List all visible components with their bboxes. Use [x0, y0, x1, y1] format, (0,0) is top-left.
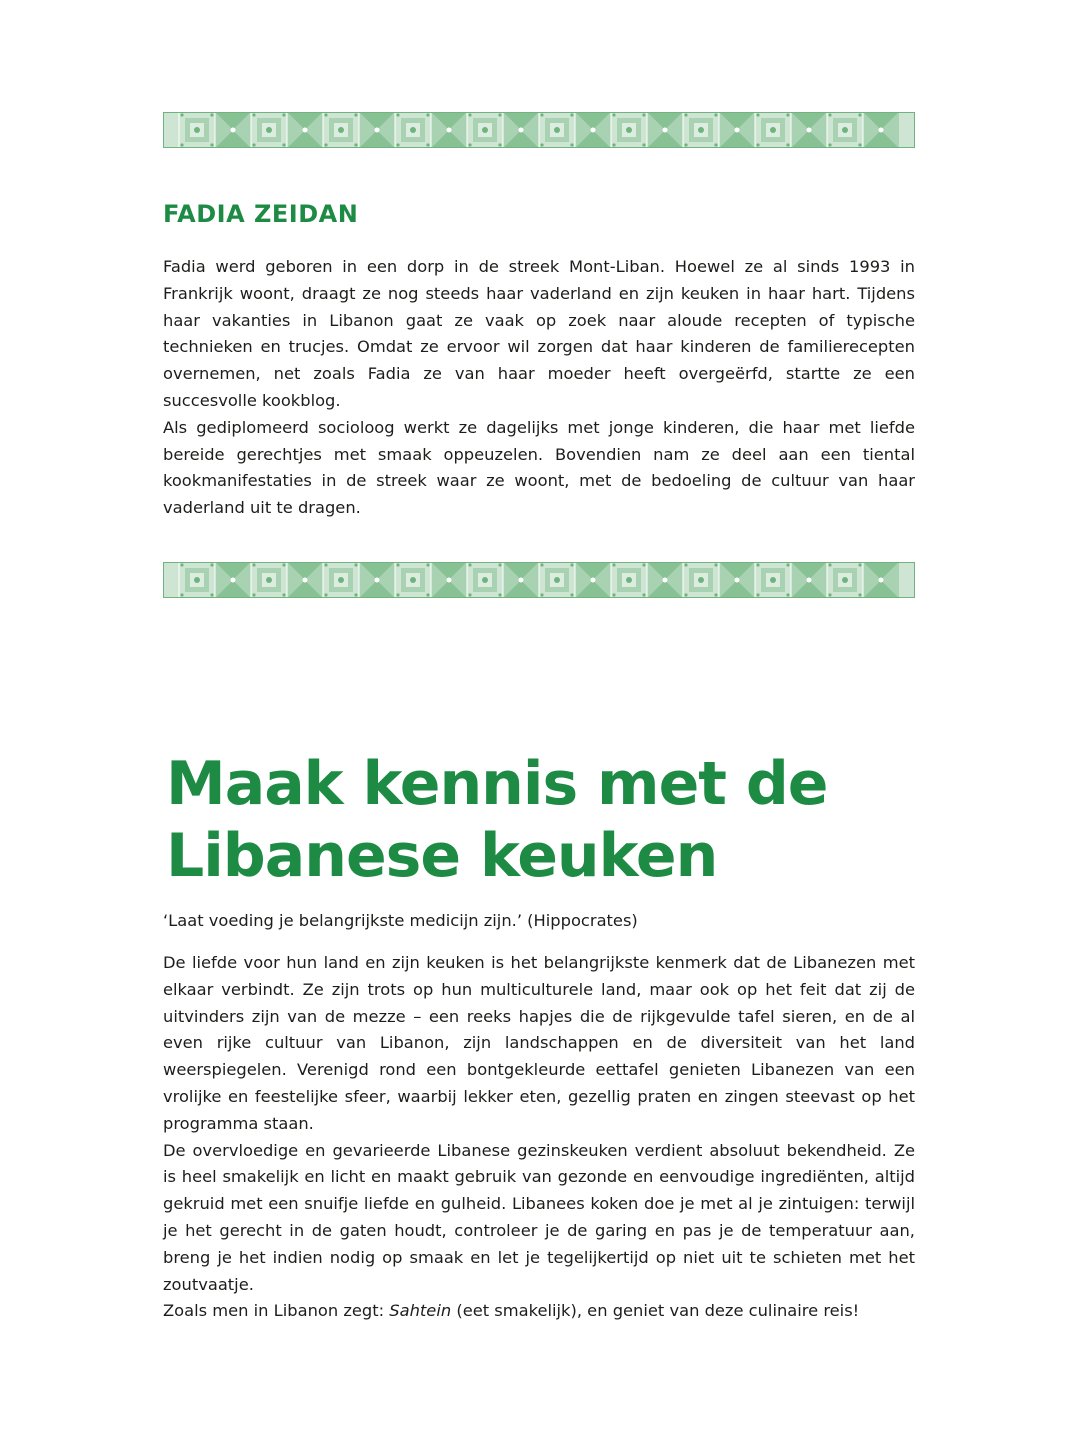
- bio-paragraph-1: Fadia werd geboren in een dorp in de streek Mont-Liban. Hoewel ze al sinds 1993 in Frankrijk woont, draagt ze nog steeds haar vaderland en zijn keuken in haar hart. Tijdens haar vakanties in Libanon gaat ze vaak op zoek naar aloude recepten of typische technieken en trucjes. Omdat ze ervoor wil zorgen dat haar kinderen de familierecepten overnemen, net zoals Fadia ze van haar moeder heeft overgeërfd, startte ze een succesvolle kookblog.: [163, 257, 915, 410]
- closing-text-before: Zoals men in Libanon zegt:: [163, 1301, 390, 1321]
- intro-paragraph-1: De liefde voor hun land en zijn keuken is het belangrijkste kenmerk dat de Libanezen met elkaar verbindt. Ze zijn trots op hun multiculturele land, maar ook op het feit dat zij de uitvinders zijn van de mezze – een reeks hapjes die de rijkgevulde tafel sieren, en de al even rijke cultuur van Libanon, zijn landschappen en de diversiteit van het land weerspiegelen. Verenigd rond een bontgekleurde eettafel genieten Libanezen van een vrolijke en feestelijke sfeer, waarbij lekker eten, gezellig praten en zingen steevast op het programma staan.: [163, 953, 915, 1133]
- intro-paragraph-2: De overvloedige en gevarieerde Libanese gezinskeuken verdient absoluut bekendheid. Ze is heel smakelijk en licht en maakt gebruik van gezonde en eenvoudige ingrediënten, altijd gekruid met een snuifje liefde en gulheid. Libanees koken doe je met al je zintuigen: terwijl je het gerecht in de gaten houdt, controleer je de garing en pas je de temperatuur aan, breng je het indien nodig op smaak en let je tegelijkertijd op niet uit te schieten met het zoutvaatje.: [163, 1140, 915, 1294]
- intro-closing-line: [163, 1298, 915, 1325]
- hippocrates-quote: ‘Laat voeding je belangrijkste medicijn zijn.’ (Hippocrates): [163, 911, 638, 930]
- decorative-ornament-border-top: [163, 112, 915, 148]
- sahtein-word: Sahtein: [389, 1301, 452, 1321]
- closing-text-after: (eet smakelijk), en geniet van deze culinaire reis!: [451, 1301, 860, 1321]
- decorative-ornament-border-middle: [163, 562, 915, 598]
- intro-text: [163, 950, 915, 1325]
- chapter-title: [166, 748, 926, 892]
- author-bio: [163, 254, 915, 522]
- chapter-title-line-2: Libanese keuken: [166, 821, 718, 891]
- bio-paragraph-2: Als gediplomeerd socioloog werkt ze dagelijks met jonge kinderen, die haar met liefde bereide gerechtjes met smaak oppeuzelen. Bovendien nam ze deel aan een tiental kookmanifestaties in de streek waar ze woont, met de bedoeling de cultuur van haar vaderland uit te dragen.: [163, 417, 915, 518]
- chapter-title-line-1: Maak kennis met de: [166, 749, 828, 819]
- author-name-heading: FADIA ZEIDAN: [163, 200, 359, 228]
